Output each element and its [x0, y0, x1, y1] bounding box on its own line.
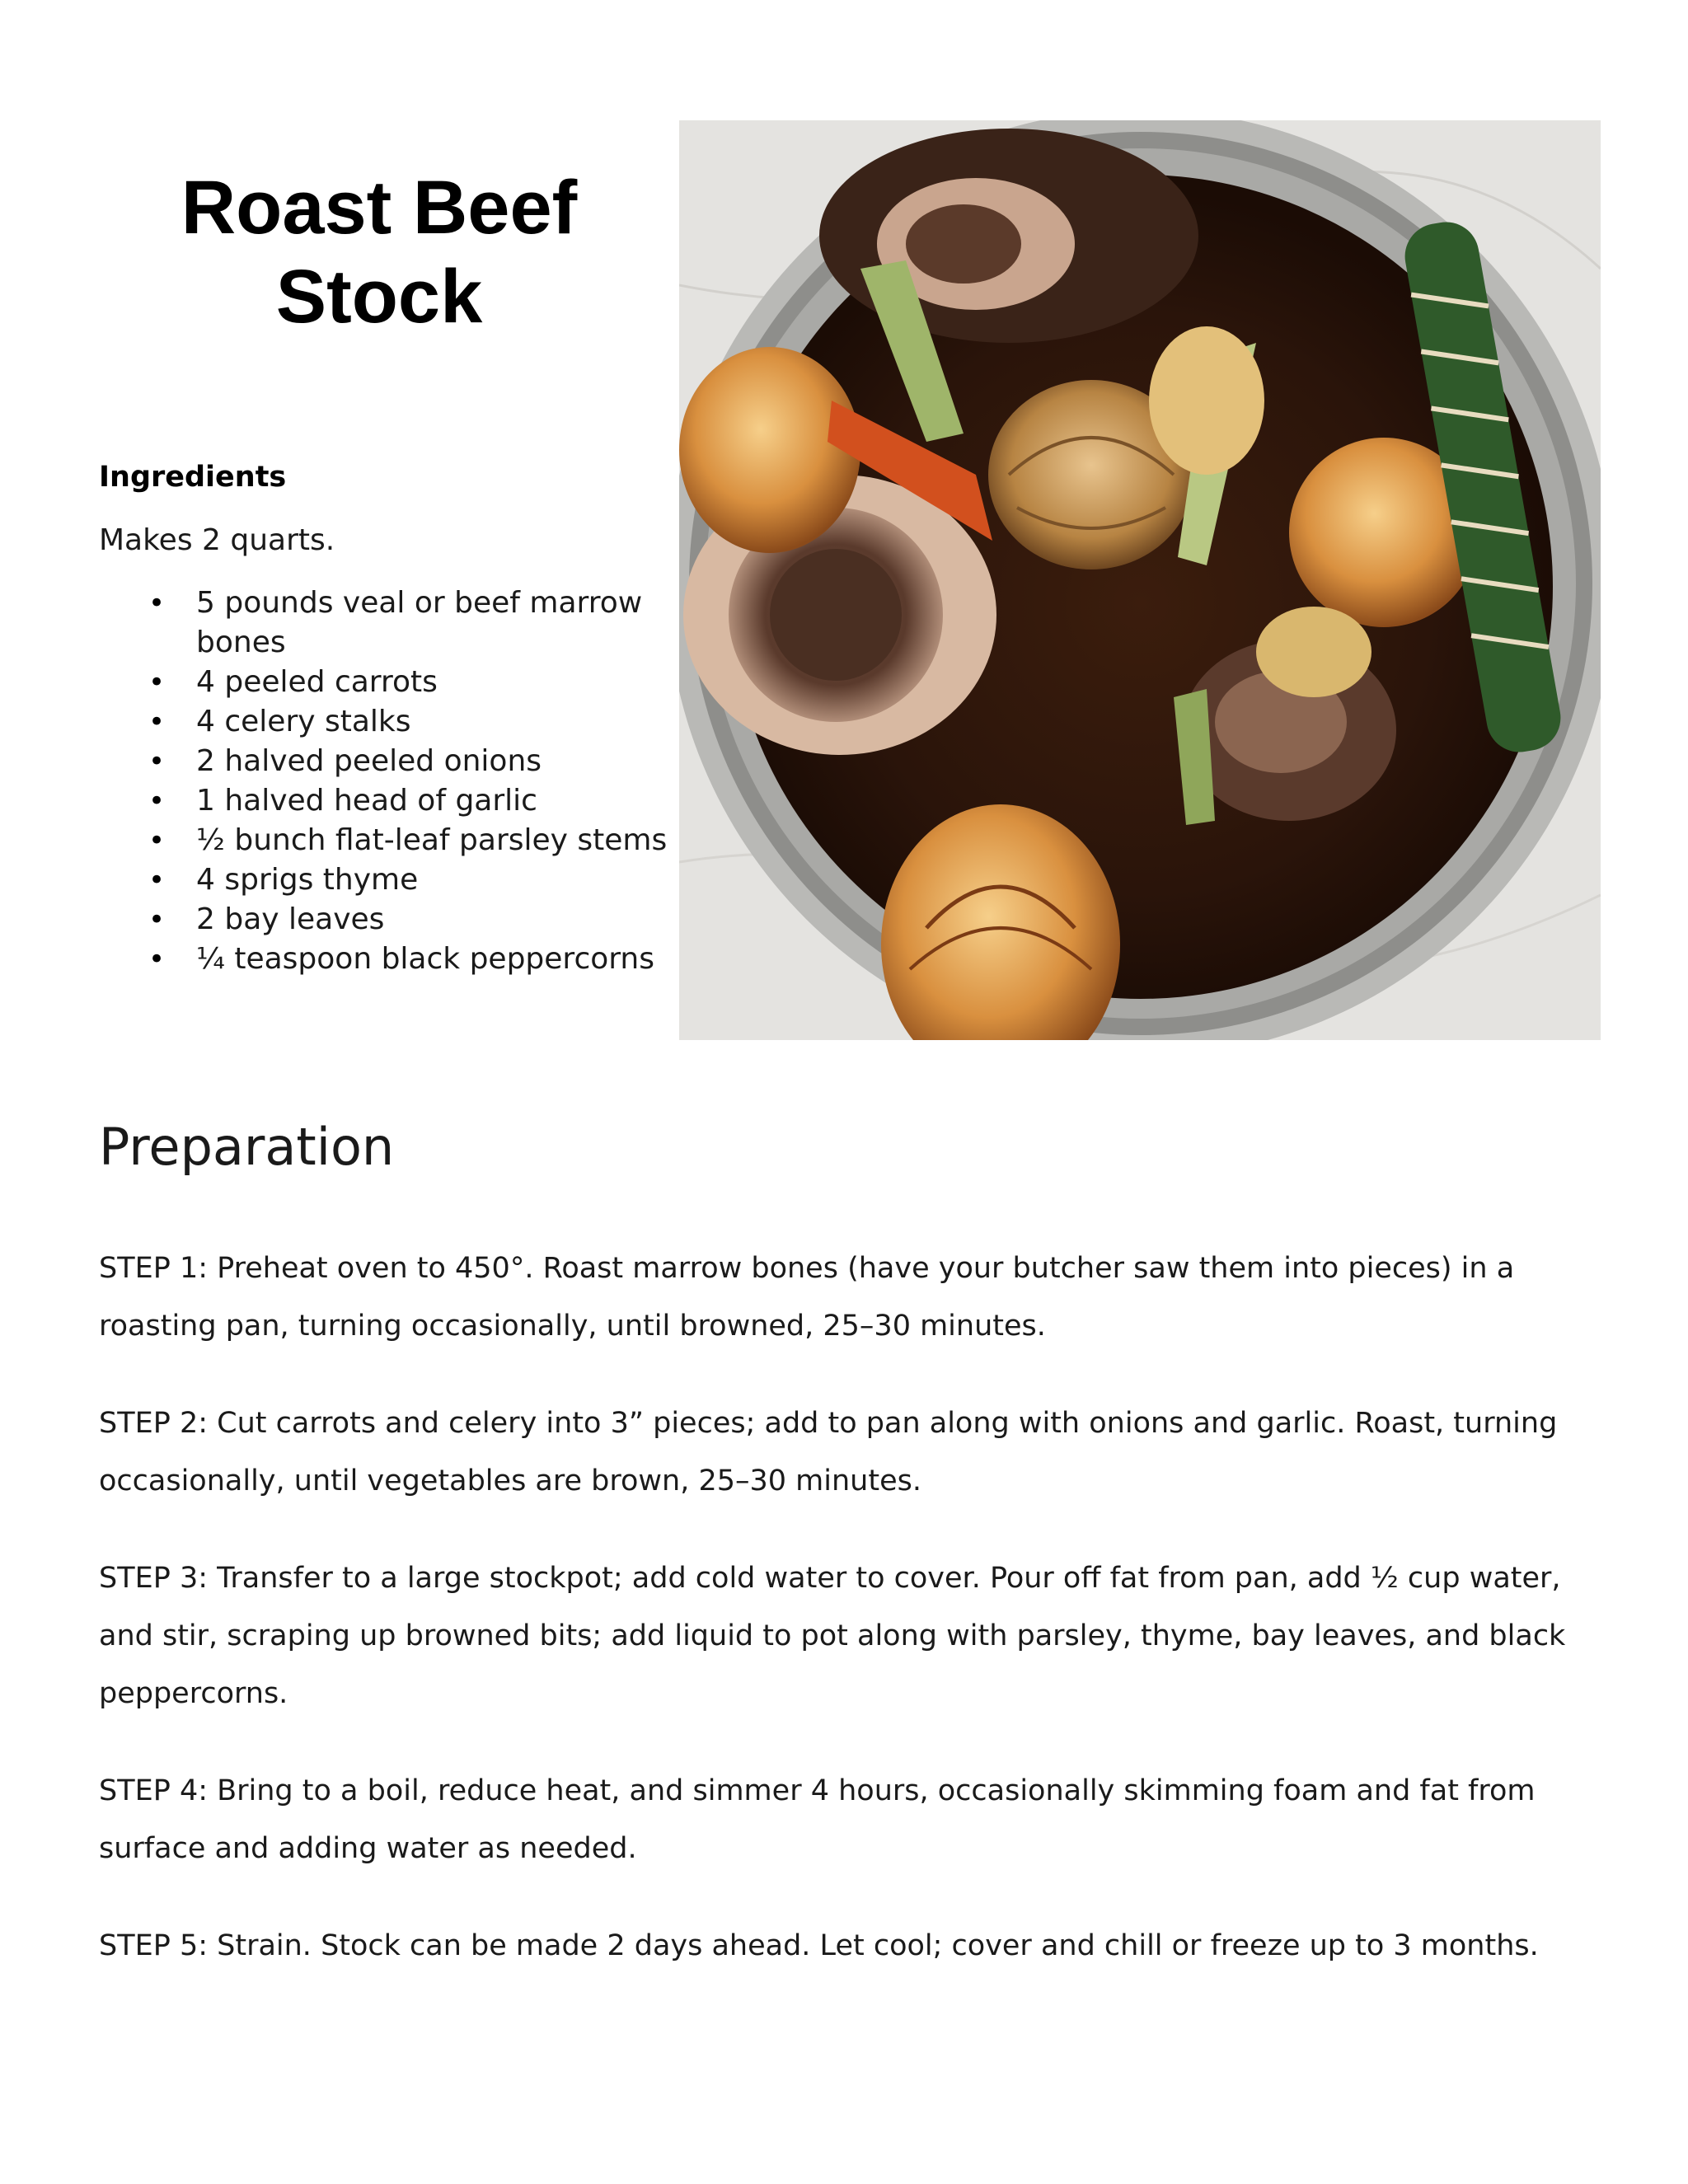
ingredient-item: [99, 702, 676, 742]
ingredient-item: [99, 663, 676, 702]
ingredient-list: [99, 583, 676, 979]
ingredient-text: ½ bunch flat-leaf parsley stems: [196, 823, 668, 857]
stockpot-illustration: [679, 120, 1601, 1040]
ingredient-text: ¼ teaspoon black peppercorns: [196, 942, 654, 976]
ingredient-text: 2 bay leaves: [196, 902, 385, 936]
step-3: STEP 3: Transfer to a large stockpot; add cold water to cover. Pour off fat from pan, add ½ cup water, and stir, scraping up browned bits; add liquid to pot along with parsley, thyme, bay leaves, and black peppercorns.: [99, 1562, 1566, 1710]
ingredient-text: 5 pounds veal or beef marrow bones: [196, 586, 643, 659]
bullet-icon: •: [148, 824, 166, 857]
step-1: STEP 1: Preheat oven to 450°. Roast marrow bones (have your butcher saw them into pieces) in a roasting pan, turning occasionally, until browned, 25–30 minutes.: [99, 1252, 1515, 1343]
ingredient-item: [99, 821, 676, 860]
ingredients-heading: Ingredients: [99, 461, 287, 494]
preparation-steps: [99, 1240, 1607, 2014]
bullet-icon: •: [148, 745, 166, 778]
ingredient-text: 4 celery stalks: [196, 705, 411, 738]
recipe-yield: Makes 2 quarts.: [99, 523, 335, 557]
ingredient-item: [99, 781, 676, 821]
step-4: STEP 4: Bring to a boil, reduce heat, and simmer 4 hours, occasionally skimming foam and fat from surface and adding water as needed.: [99, 1774, 1536, 1865]
ingredient-text: 1 halved head of garlic: [196, 784, 537, 818]
bullet-icon: •: [148, 903, 166, 936]
onion-left: [679, 347, 860, 553]
ingredient-text: 4 sprigs thyme: [196, 863, 419, 897]
ingredient-item: [99, 742, 676, 781]
step-5: STEP 5: Strain. Stock can be made 2 days ahead. Let cool; cover and chill or freeze up to 3 months.: [99, 1929, 1539, 1962]
ingredient-item: [99, 583, 676, 663]
ingredient-item: [99, 900, 676, 940]
recipe-title-line-2: Stock: [275, 255, 483, 339]
preparation-heading: Preparation: [99, 1117, 395, 1177]
ingredient-item: [99, 940, 676, 979]
bullet-icon: •: [148, 587, 166, 620]
bullet-icon: •: [148, 943, 166, 976]
bullet-icon: •: [148, 705, 166, 738]
stockpot-photo: [679, 120, 1601, 1040]
bullet-icon: •: [148, 666, 166, 699]
recipe-title: [99, 163, 659, 341]
ingredient-text: 4 peeled carrots: [196, 665, 438, 699]
bullet-icon: •: [148, 785, 166, 818]
ingredient-item: [99, 860, 676, 900]
ingredient-text: 2 halved peeled onions: [196, 744, 542, 778]
recipe-title-line-1: Roast Beef: [181, 166, 578, 250]
step-2: STEP 2: Cut carrots and celery into 3” pieces; add to pan along with onions and garlic. Roast, turning occasionally, until vegetables are brown, 25–30 minutes.: [99, 1407, 1558, 1497]
bullet-icon: •: [148, 864, 166, 897]
